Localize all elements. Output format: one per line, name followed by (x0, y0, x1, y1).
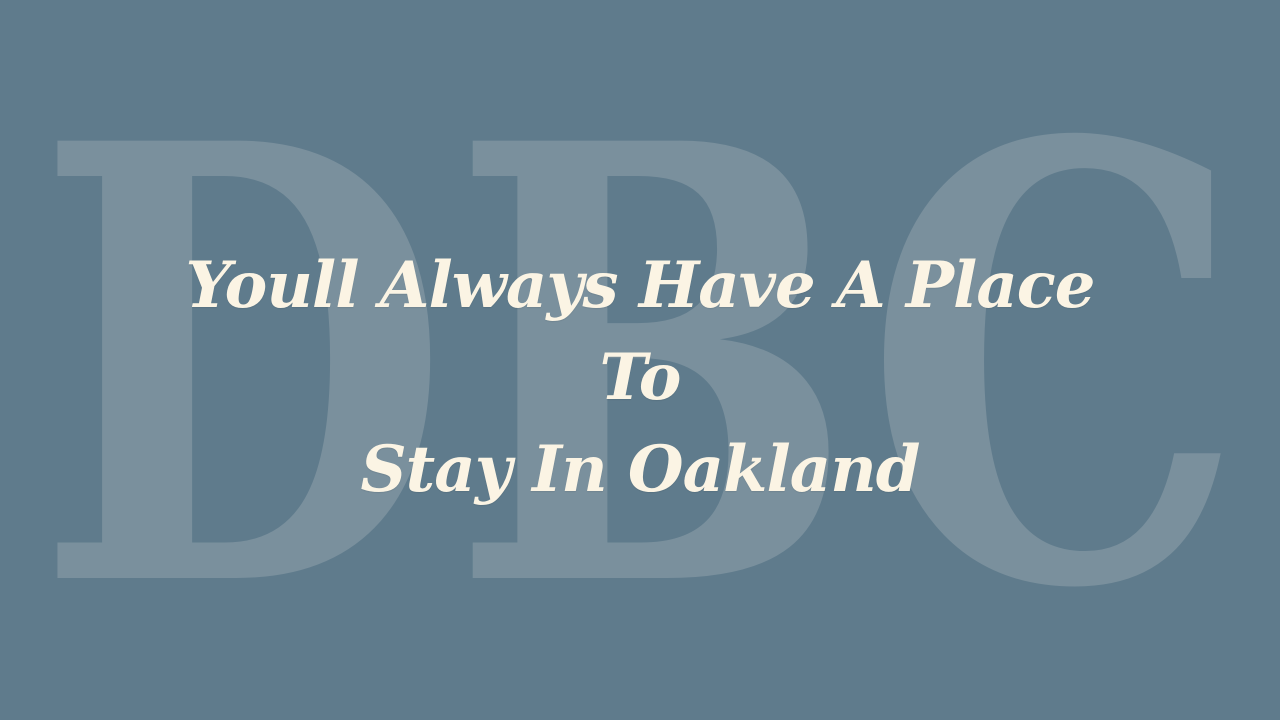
headline-line-2: Stay In Oakland (360, 432, 920, 507)
headline (140, 240, 1140, 516)
logo-watermark-text: DBC (35, 15, 1245, 720)
headline-line-1: Youll Always Have A Place To (185, 248, 1095, 415)
